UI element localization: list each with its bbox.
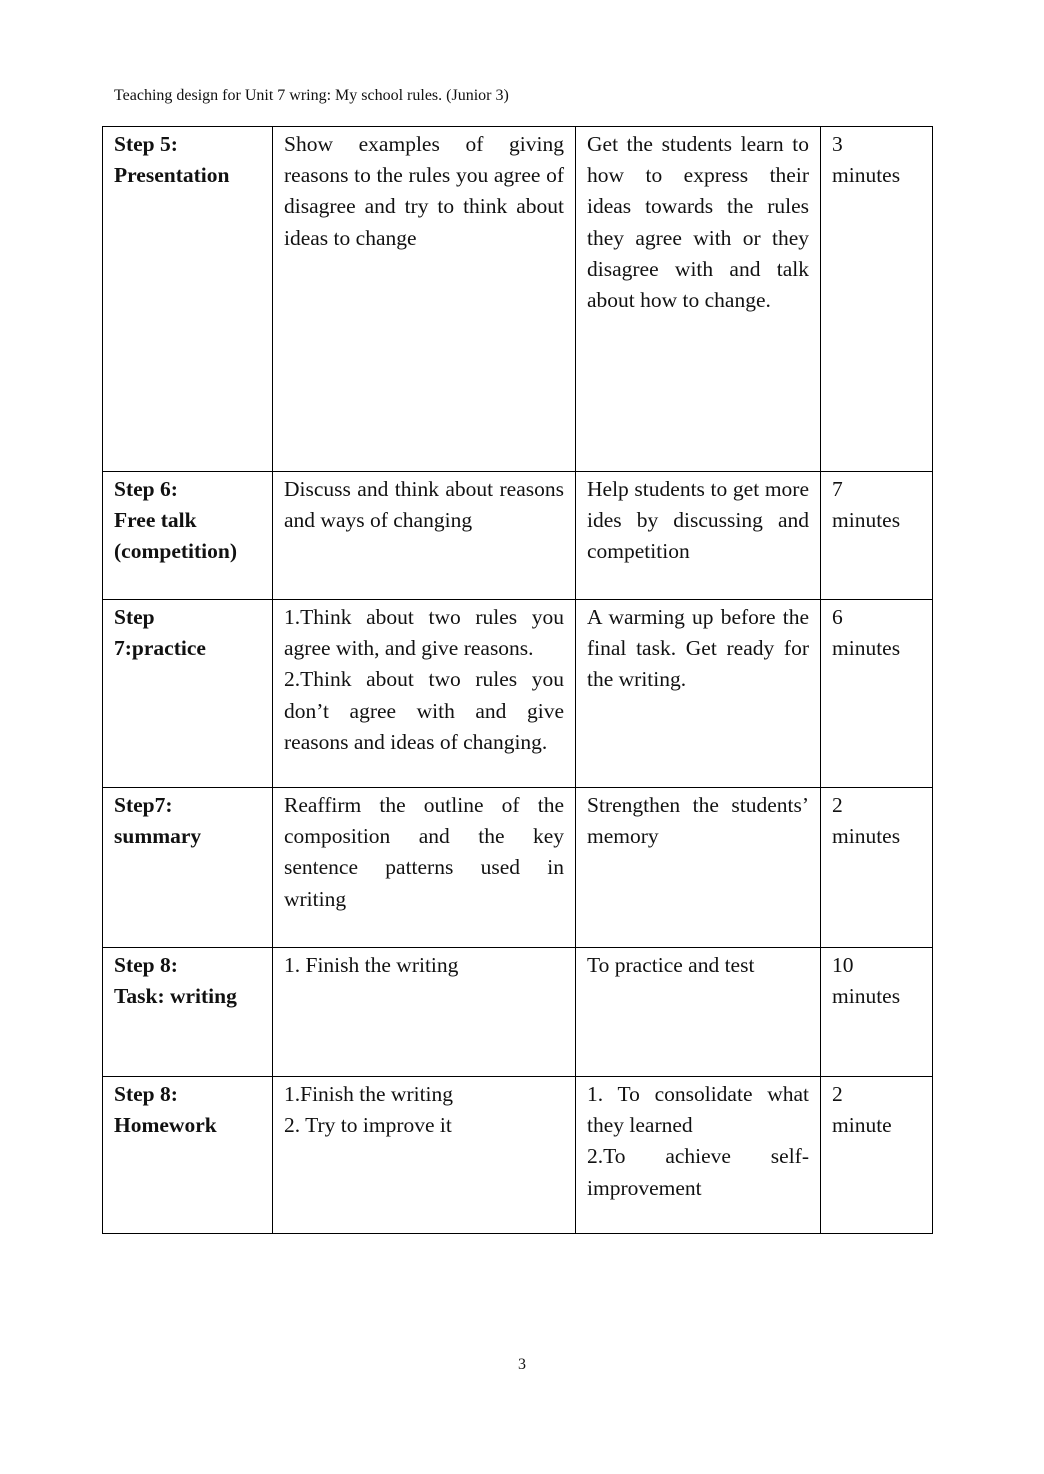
activity-cell [273,127,576,472]
table-row [103,127,933,472]
activity-cell [273,1077,576,1234]
step-cell [103,948,273,1077]
activity-text: Reaffirm the outline of the composition and the key sentence patterns used in writing [284,793,564,911]
time-value: 6 [832,605,843,629]
activity-cell [273,600,576,788]
step-cell [103,472,273,600]
table-row [103,472,933,600]
time-unit: minutes [832,984,901,1009]
purpose-text: To practice and test [587,953,755,977]
activity-cell [273,948,576,1077]
purpose-text: Strengthen the students’ memory [587,793,809,849]
time-cell [821,948,933,1077]
table-row [103,1077,933,1234]
activity-cell [273,472,576,600]
step-title: Step 8: Homework [114,1082,217,1138]
purpose-text: 1. To consolidate what they learned [587,1082,809,1138]
time-unit: minutes [832,163,901,188]
time-unit: minute [832,1113,892,1138]
page-number: 3 [518,1356,526,1373]
time-value: 2 [832,793,843,817]
purpose-text: Get the students learn to how to express their ideas towards the rules they agree with or they disagree with and talk about how to change. [587,132,809,313]
step-title: Step 8: Task: writing [114,953,237,1009]
activity-text: Show examples of giving reasons to the rules you agree of disagree and try to think about ideas to change [284,132,564,250]
time-value: 2 [832,1082,843,1106]
time-value: 10 [832,953,854,977]
purpose-text: 2.To achieve self-improvement [587,1144,809,1200]
purpose-cell [576,788,821,948]
time-cell [821,127,933,472]
step-cell [103,600,273,788]
lesson-plan-table [102,126,933,1234]
step-title: Step 5: Presentation [114,132,230,188]
step-cell [103,127,273,472]
purpose-cell [576,472,821,600]
time-unit: minutes [832,508,901,533]
time-value: 3 [832,132,843,156]
purpose-text: A warming up before the final task. Get ready for the writing. [587,605,809,692]
document-header: Teaching design for Unit 7 wring: My school rules. (Junior 3) [114,87,509,104]
activity-text: Discuss and think about reasons and ways of changing [284,477,564,533]
time-cell [821,472,933,600]
purpose-cell [576,1077,821,1234]
time-value: 7 [832,477,843,501]
table-row [103,788,933,948]
table-row [103,948,933,1077]
purpose-cell [576,600,821,788]
step-cell [103,1077,273,1234]
activity-text: 2.Think about two rules you don’t agree with and give reasons and ideas of changing. [284,667,564,754]
step-title: Step 6: Free talk (competition) [114,477,237,564]
activity-text: 1.Finish the writing [284,1082,454,1106]
time-cell [821,1077,933,1234]
activity-cell [273,788,576,948]
time-unit: minutes [832,824,901,849]
step-title: Step 7:practice [114,605,206,661]
step-cell [103,788,273,948]
purpose-cell [576,948,821,1077]
time-unit: minutes [832,636,901,661]
time-cell [821,788,933,948]
activity-text: 1.Think about two rules you agree with, and give reasons. [284,605,564,661]
activity-text: 2. Try to improve it [284,1113,452,1138]
activity-text: 1. Finish the writing [284,953,459,977]
purpose-text: Help students to get more ides by discussing and competition [587,477,809,564]
time-cell [821,600,933,788]
purpose-cell [576,127,821,472]
step-title: Step7: summary [114,793,202,849]
table-row [103,600,933,788]
